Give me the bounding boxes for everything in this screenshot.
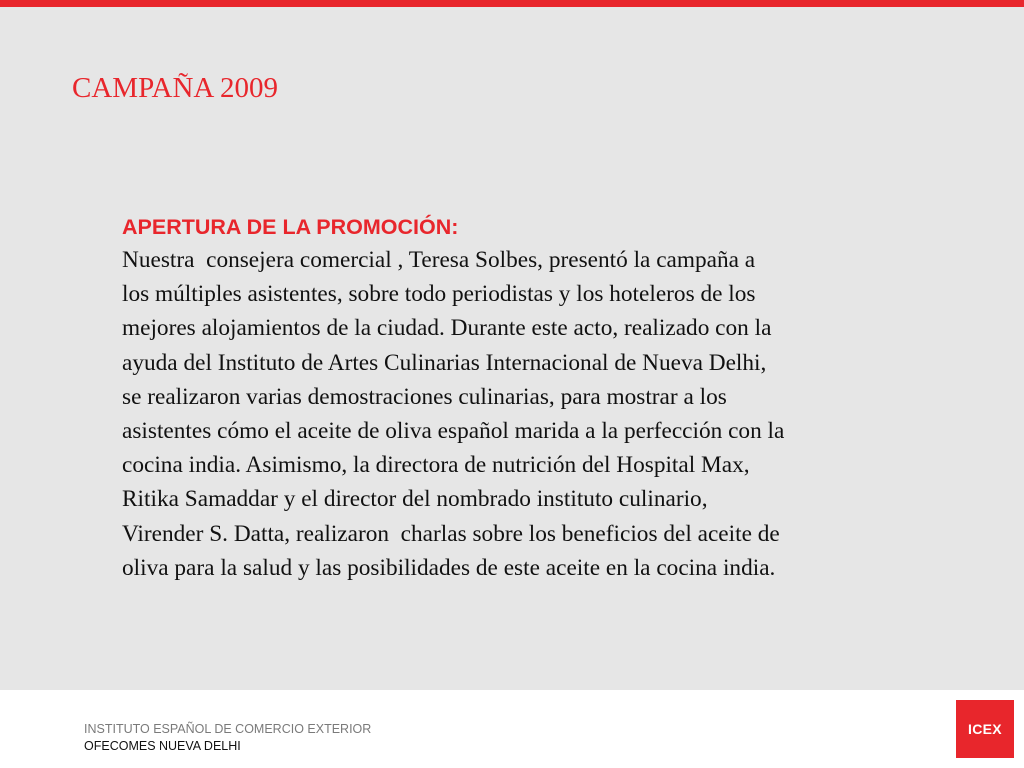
paragraph-line: oliva para la salud y las posibilidades de este aceite en la cocina india. [122,554,776,581]
paragraph-line: cocina india. Asimismo, la directora de nutrición del Hospital Max, [122,452,750,479]
paragraph-line: ayuda del Instituto de Artes Culinarias Internacional de Nueva Delhi, [122,349,767,376]
footer [0,690,1024,768]
footer-organization: INSTITUTO ESPAÑOL DE COMERCIO EXTERIOR [84,722,372,736]
footer-office: OFECOMES NUEVA DELHI [84,739,241,753]
paragraph-line: asistentes cómo el aceite de oliva español marida a la perfección con la [122,418,785,445]
top-accent-bar [0,0,1024,7]
slide-content [122,211,952,585]
paragraph-line: los múltiples asistentes, sobre todo periodistas y los hoteleros de los [122,281,756,308]
paragraph-line: Virender S. Datta, realizaron charlas sobre los beneficios del aceite de [122,520,780,547]
icex-logo [956,700,1014,758]
paragraph-line: Ritika Samaddar y el director del nombrado instituto culinario, [122,486,708,513]
paragraph-line: Nuestra consejera comercial , Teresa Solbes, presentó la campaña a [122,247,756,273]
section-heading: APERTURA DE LA PROMOCIÓN: [122,215,459,239]
paragraph-line: mejores alojamientos de la ciudad. Durante este acto, realizado con la [122,315,772,342]
body-paragraph [122,243,952,585]
slide-title: CAMPAÑA 2009 [72,72,279,104]
logo-text: ICEX [968,721,1002,737]
paragraph-line: se realizaron varias demostraciones culinarias, para mostrar a los [122,383,727,410]
